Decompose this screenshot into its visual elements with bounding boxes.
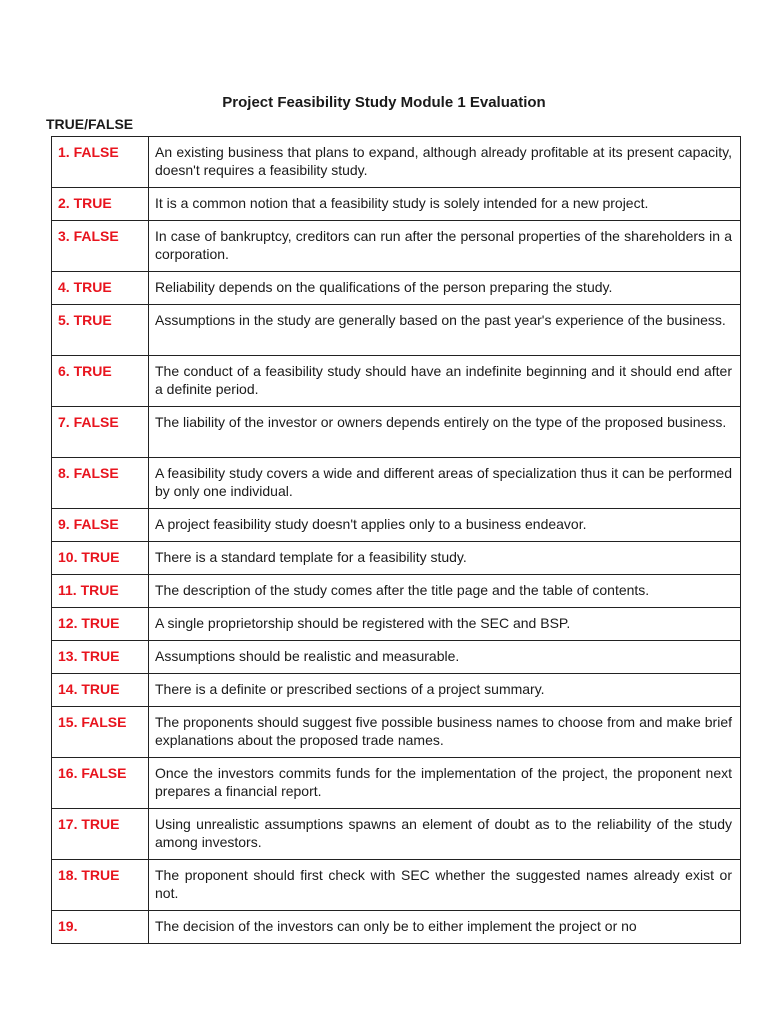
statement-cell: Using unrealistic assumptions spawns an element of doubt as to the reliability of the study among investors. <box>149 809 741 860</box>
answer-cell: 10. TRUE <box>52 542 149 575</box>
statement-cell: A single proprietorship should be registered with the SEC and BSP. <box>149 608 741 641</box>
table-row <box>52 758 741 809</box>
table-row <box>52 272 741 305</box>
statement-cell: Once the investors commits funds for the implementation of the project, the proponent next prepares a financial report. <box>149 758 741 809</box>
answer-cell: 1. FALSE <box>52 137 149 188</box>
table-row <box>52 707 741 758</box>
statement-cell: An existing business that plans to expand, although already profitable at its present capacity, doesn't requires a feasibility study. <box>149 137 741 188</box>
table-row <box>52 356 741 407</box>
statement-cell: Assumptions in the study are generally based on the past year's experience of the business. <box>149 305 741 356</box>
answer-cell: 16. FALSE <box>52 758 149 809</box>
answer-cell: 13. TRUE <box>52 641 149 674</box>
answer-cell: 15. FALSE <box>52 707 149 758</box>
table-row <box>52 911 741 944</box>
table-row <box>52 305 741 356</box>
answer-cell: 7. FALSE <box>52 407 149 458</box>
statement-cell: A feasibility study covers a wide and different areas of specialization thus it can be performed by only one individual. <box>149 458 741 509</box>
table-row <box>52 188 741 221</box>
statement-cell: There is a definite or prescribed sections of a project summary. <box>149 674 741 707</box>
table-row <box>52 509 741 542</box>
answer-cell: 18. TRUE <box>52 860 149 911</box>
statement-cell: In case of bankruptcy, creditors can run after the personal properties of the shareholders in a corporation. <box>149 221 741 272</box>
statement-cell: A project feasibility study doesn't applies only to a business endeavor. <box>149 509 741 542</box>
answer-cell: 17. TRUE <box>52 809 149 860</box>
answer-cell: 3. FALSE <box>52 221 149 272</box>
true-false-table-body <box>52 137 741 944</box>
statement-cell: There is a standard template for a feasibility study. <box>149 542 741 575</box>
answer-cell: 11. TRUE <box>52 575 149 608</box>
table-row <box>52 458 741 509</box>
table-row <box>52 221 741 272</box>
statement-cell: The proponent should first check with SEC whether the suggested names already exist or not. <box>149 860 741 911</box>
true-false-table <box>51 136 741 944</box>
statement-cell: Assumptions should be realistic and measurable. <box>149 641 741 674</box>
answer-cell: 4. TRUE <box>52 272 149 305</box>
table-row <box>52 641 741 674</box>
table-row <box>52 860 741 911</box>
table-row <box>52 542 741 575</box>
section-label: TRUE/FALSE <box>46 116 134 132</box>
table-row <box>52 674 741 707</box>
answer-cell: 6. TRUE <box>52 356 149 407</box>
answer-cell: 5. TRUE <box>52 305 149 356</box>
table-row <box>52 575 741 608</box>
answer-cell: 19. <box>52 911 149 944</box>
statement-cell: Reliability depends on the qualifications of the person preparing the study. <box>149 272 741 305</box>
answer-cell: 8. FALSE <box>52 458 149 509</box>
table-row <box>52 809 741 860</box>
table-row <box>52 608 741 641</box>
answer-cell: 12. TRUE <box>52 608 149 641</box>
statement-cell: The proponents should suggest five possible business names to choose from and make brief explanations about the proposed trade names. <box>149 707 741 758</box>
answer-cell: 9. FALSE <box>52 509 149 542</box>
answer-cell: 2. TRUE <box>52 188 149 221</box>
statement-cell: It is a common notion that a feasibility study is solely intended for a new project. <box>149 188 741 221</box>
statement-cell: The decision of the investors can only be to either implement the project or no <box>149 911 741 944</box>
answer-cell: 14. TRUE <box>52 674 149 707</box>
table-row <box>52 407 741 458</box>
statement-cell: The description of the study comes after the title page and the table of contents. <box>149 575 741 608</box>
statement-cell: The conduct of a feasibility study should have an indefinite beginning and it should end after a definite period. <box>149 356 741 407</box>
table-row <box>52 137 741 188</box>
page-title: Project Feasibility Study Module 1 Evaluation <box>222 94 546 111</box>
statement-cell: The liability of the investor or owners depends entirely on the type of the proposed business. <box>149 407 741 458</box>
